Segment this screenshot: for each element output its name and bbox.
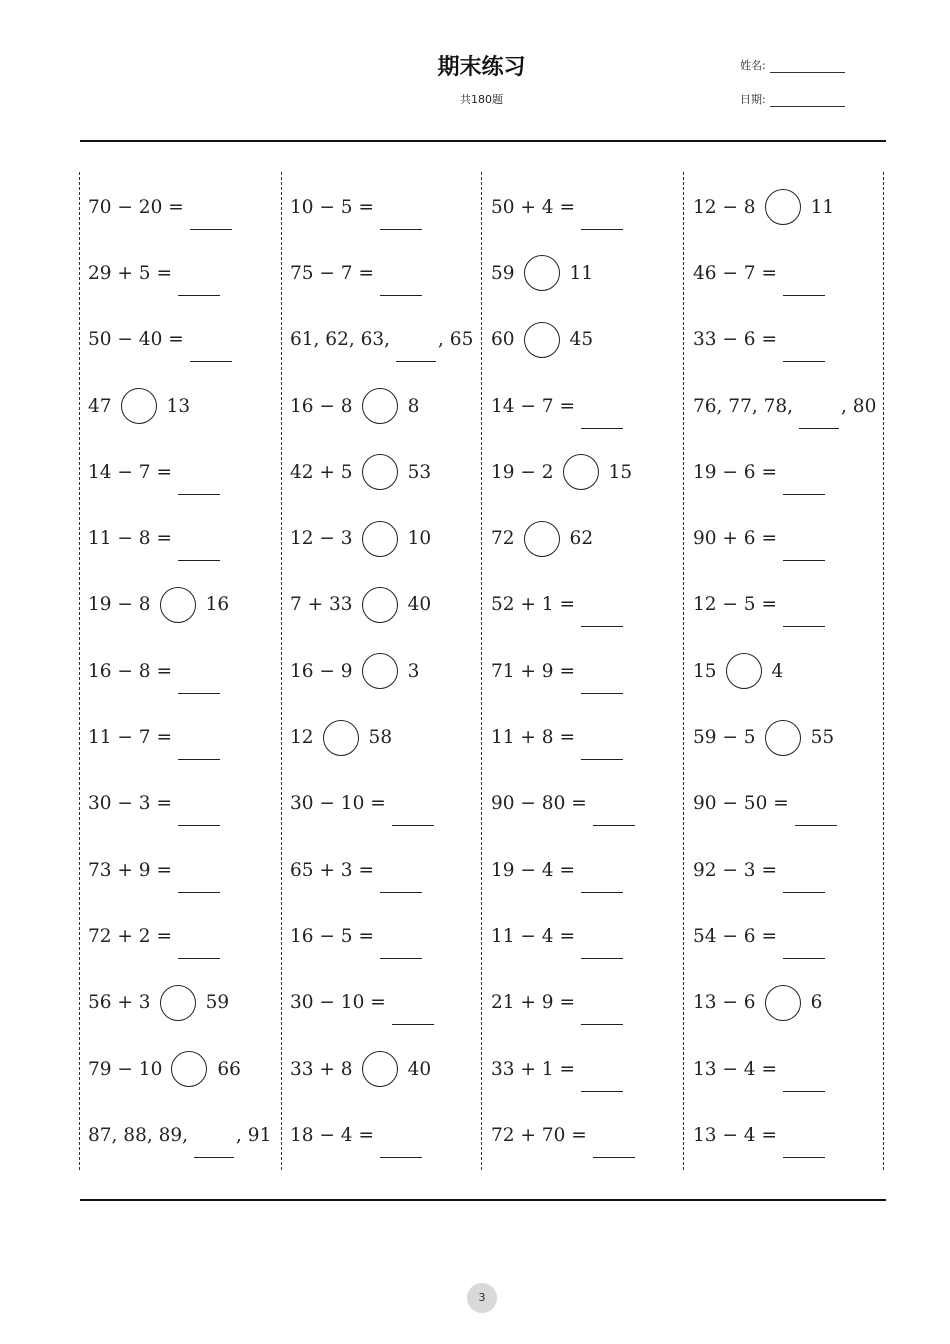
problem-item [491, 240, 687, 306]
problem-item [290, 439, 486, 505]
compare-right: 10 [407, 528, 432, 550]
problem-item [88, 638, 284, 704]
problem-item [290, 240, 486, 306]
problem-item [491, 1036, 687, 1102]
problem-expression: 13 − 4 = [693, 1124, 777, 1146]
sequence-before: 76, 77, 78, [693, 395, 794, 417]
bottom-rule [80, 1199, 886, 1201]
compare-left: 19 − 2 [491, 461, 554, 483]
problem-expression: 52 + 1 = [491, 594, 575, 616]
compare-left: 56 + 3 [88, 992, 151, 1014]
problem-item [290, 1036, 486, 1102]
problem-expression: 12 − 5 = [693, 594, 777, 616]
answer-blank[interactable] [795, 805, 837, 826]
column-divider [79, 172, 80, 1170]
top-rule [80, 140, 886, 142]
compare-circle[interactable] [362, 454, 398, 490]
problem-item [88, 837, 284, 903]
problem-expression: 21 + 9 = [491, 992, 575, 1014]
problem-item [88, 439, 284, 505]
compare-circle[interactable] [362, 1051, 398, 1087]
answer-blank[interactable] [581, 606, 623, 627]
problem-item [693, 572, 889, 638]
compare-circle[interactable] [765, 985, 801, 1021]
problem-item [88, 771, 284, 837]
compare-left: 60 [491, 329, 515, 351]
date-field[interactable] [740, 91, 845, 107]
date-blank[interactable] [770, 96, 845, 107]
answer-blank[interactable] [783, 938, 825, 959]
problem-item [290, 638, 486, 704]
sequence-after: , 80 [841, 395, 877, 417]
compare-right: 11 [810, 196, 835, 218]
compare-left: 19 − 8 [88, 594, 151, 616]
problem-expression: 11 − 8 = [88, 528, 172, 550]
sequence-blank[interactable] [799, 408, 839, 429]
problem-expression: 10 − 5 = [290, 196, 374, 218]
problem-item [290, 505, 486, 571]
problem-item [491, 704, 687, 770]
problem-item [491, 439, 687, 505]
answer-blank[interactable] [593, 1137, 635, 1158]
problem-expression: 90 − 80 = [491, 793, 587, 815]
problem-item [491, 970, 687, 1036]
answer-blank[interactable] [178, 739, 220, 760]
compare-right: 66 [217, 1058, 241, 1080]
answer-blank[interactable] [178, 275, 220, 296]
problem-expression: 50 + 4 = [491, 196, 575, 218]
sequence-before: 61, 62, 63, [290, 329, 391, 351]
problem-item [491, 174, 687, 240]
compare-circle[interactable] [563, 454, 599, 490]
compare-circle[interactable] [362, 653, 398, 689]
answer-blank[interactable] [581, 938, 623, 959]
problem-item [693, 505, 889, 571]
compare-right: 15 [608, 461, 633, 483]
compare-left: 12 − 3 [290, 528, 353, 550]
problem-expression: 11 + 8 = [491, 727, 575, 749]
problem-item [693, 704, 889, 770]
problem-item [491, 771, 687, 837]
problem-expression: 54 − 6 = [693, 925, 777, 947]
problem-expression: 16 − 8 = [88, 660, 172, 682]
problem-expression: 46 − 7 = [693, 262, 777, 284]
answer-blank[interactable] [593, 805, 635, 826]
date-label: 日期: [740, 93, 766, 106]
problem-expression: 30 − 10 = [290, 992, 386, 1014]
problem-item [693, 1036, 889, 1102]
problem-item [491, 903, 687, 969]
compare-right: 55 [810, 727, 835, 749]
problem-expression: 72 + 70 = [491, 1124, 587, 1146]
answer-blank[interactable] [783, 1071, 825, 1092]
compare-left: 42 + 5 [290, 461, 353, 483]
problem-expression: 72 + 2 = [88, 925, 172, 947]
compare-left: 59 [491, 262, 515, 284]
compare-circle[interactable] [362, 587, 398, 623]
compare-circle[interactable] [362, 521, 398, 557]
answer-blank[interactable] [178, 872, 220, 893]
answer-blank[interactable] [581, 739, 623, 760]
problem-expression: 30 − 3 = [88, 793, 172, 815]
problem-expression: 92 − 3 = [693, 859, 777, 881]
problem-expression: 75 − 7 = [290, 262, 374, 284]
problem-expression: 30 − 10 = [290, 793, 386, 815]
problem-expression: 29 + 5 = [88, 262, 172, 284]
answer-blank[interactable] [380, 209, 422, 230]
problem-expression: 11 − 4 = [491, 925, 575, 947]
problem-expression: 71 + 9 = [491, 660, 575, 682]
problem-item [693, 970, 889, 1036]
compare-left: 79 − 10 [88, 1058, 163, 1080]
worksheet-title: 期末练习 [437, 55, 526, 80]
problem-item [693, 240, 889, 306]
problem-item [491, 638, 687, 704]
problem-column-2 [290, 174, 486, 1168]
compare-right: 62 [569, 528, 594, 550]
problem-column-3 [491, 174, 687, 1168]
problem-expression: 18 − 4 = [290, 1124, 374, 1146]
problem-item [491, 572, 687, 638]
answer-blank[interactable] [178, 673, 220, 694]
answer-blank[interactable] [380, 275, 422, 296]
name-label: 姓名: [740, 59, 766, 72]
compare-right: 53 [407, 461, 432, 483]
problem-expression: 73 + 9 = [88, 859, 172, 881]
problem-expression: 13 − 4 = [693, 1058, 777, 1080]
compare-right: 13 [166, 395, 191, 417]
compare-right: 4 [771, 660, 784, 682]
problem-item [88, 240, 284, 306]
problem-expression: 11 − 7 = [88, 727, 172, 749]
compare-left: 16 − 8 [290, 395, 353, 417]
problem-item [290, 307, 486, 373]
problem-item [88, 572, 284, 638]
compare-left: 47 [88, 395, 112, 417]
compare-left: 7 + 33 [290, 594, 353, 616]
compare-right: 59 [205, 992, 230, 1014]
problem-expression: 33 − 6 = [693, 329, 777, 351]
compare-right: 45 [569, 329, 594, 351]
problem-item [290, 970, 486, 1036]
compare-left: 13 − 6 [693, 992, 756, 1014]
problem-item [88, 704, 284, 770]
compare-right: 3 [407, 660, 420, 682]
answer-blank[interactable] [783, 540, 825, 561]
compare-circle[interactable] [726, 653, 762, 689]
answer-blank[interactable] [178, 540, 220, 561]
answer-blank[interactable] [783, 1137, 825, 1158]
problem-expression: 90 + 6 = [693, 528, 777, 550]
name-field[interactable] [740, 57, 845, 73]
answer-blank[interactable] [581, 673, 623, 694]
problem-item [88, 1036, 284, 1102]
problem-expression: 33 + 1 = [491, 1058, 575, 1080]
problem-column-4 [693, 174, 889, 1168]
answer-blank[interactable] [783, 872, 825, 893]
sequence-after: , 91 [236, 1124, 272, 1146]
answer-blank[interactable] [178, 805, 220, 826]
compare-circle[interactable] [524, 521, 560, 557]
name-blank[interactable] [770, 62, 845, 73]
compare-circle[interactable] [171, 1051, 207, 1087]
problem-item [693, 307, 889, 373]
problem-item [491, 373, 687, 439]
answer-blank[interactable] [380, 938, 422, 959]
answer-blank[interactable] [380, 1137, 422, 1158]
problem-item [290, 572, 486, 638]
compare-left: 12 [290, 727, 314, 749]
problem-item [88, 903, 284, 969]
sequence-after: , 65 [438, 329, 474, 351]
problem-item [693, 837, 889, 903]
answer-blank[interactable] [581, 209, 623, 230]
compare-right: 58 [368, 727, 393, 749]
problem-item [693, 174, 889, 240]
problem-item [88, 307, 284, 373]
problem-expression: 70 − 20 = [88, 196, 184, 218]
problem-expression: 19 − 6 = [693, 461, 777, 483]
answer-blank[interactable] [581, 872, 623, 893]
compare-circle[interactable] [160, 587, 196, 623]
problem-expression: 65 + 3 = [290, 859, 374, 881]
compare-circle[interactable] [160, 985, 196, 1021]
answer-blank[interactable] [783, 606, 825, 627]
answer-blank[interactable] [783, 275, 825, 296]
compare-left: 59 − 5 [693, 727, 756, 749]
problem-item [693, 903, 889, 969]
answer-blank[interactable] [392, 805, 434, 826]
compare-left: 72 [491, 528, 515, 550]
answer-blank[interactable] [783, 341, 825, 362]
problem-item [290, 771, 486, 837]
problem-item [491, 307, 687, 373]
problem-expression: 14 − 7 = [491, 395, 575, 417]
compare-right: 8 [407, 395, 420, 417]
problem-item [290, 903, 486, 969]
compare-circle[interactable] [121, 388, 157, 424]
compare-right: 11 [569, 262, 594, 284]
problem-expression: 90 − 50 = [693, 793, 789, 815]
problem-item [290, 1102, 486, 1168]
answer-blank[interactable] [190, 341, 232, 362]
compare-circle[interactable] [524, 322, 560, 358]
compare-circle[interactable] [362, 388, 398, 424]
compare-right: 16 [205, 594, 230, 616]
sequence-blank[interactable] [396, 341, 436, 362]
problem-item [693, 373, 889, 439]
sequence-blank[interactable] [194, 1137, 234, 1158]
question-count: 共180题 [460, 93, 503, 106]
answer-blank[interactable] [581, 1071, 623, 1092]
answer-blank[interactable] [178, 938, 220, 959]
compare-right: 6 [810, 992, 823, 1014]
answer-blank[interactable] [783, 474, 825, 495]
problem-item [693, 638, 889, 704]
answer-blank[interactable] [392, 1004, 434, 1025]
problem-item [693, 1102, 889, 1168]
compare-circle[interactable] [524, 255, 560, 291]
problem-item [88, 174, 284, 240]
problem-item [290, 704, 486, 770]
answer-blank[interactable] [581, 1004, 623, 1025]
sequence-before: 87, 88, 89, [88, 1124, 189, 1146]
page-number: 3 [467, 1283, 497, 1313]
compare-left: 12 − 8 [693, 196, 756, 218]
problem-column-1 [88, 174, 284, 1168]
compare-circle[interactable] [765, 189, 801, 225]
answer-blank[interactable] [190, 209, 232, 230]
problem-item [88, 505, 284, 571]
problem-item [693, 439, 889, 505]
problem-item [88, 1102, 284, 1168]
compare-circle[interactable] [323, 720, 359, 756]
problem-expression: 16 − 5 = [290, 925, 374, 947]
answer-blank[interactable] [581, 408, 623, 429]
problem-expression: 50 − 40 = [88, 329, 184, 351]
problem-item [290, 373, 486, 439]
problem-item [290, 837, 486, 903]
compare-right: 40 [407, 1058, 432, 1080]
problem-item [491, 1102, 687, 1168]
answer-blank[interactable] [178, 474, 220, 495]
problem-expression: 19 − 4 = [491, 859, 575, 881]
compare-left: 16 − 9 [290, 660, 353, 682]
problem-item [88, 970, 284, 1036]
answer-blank[interactable] [380, 872, 422, 893]
problem-item [693, 771, 889, 837]
compare-left: 33 + 8 [290, 1058, 353, 1080]
compare-left: 15 [693, 660, 717, 682]
problem-item [491, 505, 687, 571]
problem-item [491, 837, 687, 903]
compare-right: 40 [407, 594, 432, 616]
compare-circle[interactable] [765, 720, 801, 756]
problem-expression: 14 − 7 = [88, 461, 172, 483]
problem-item [290, 174, 486, 240]
problem-item [88, 373, 284, 439]
